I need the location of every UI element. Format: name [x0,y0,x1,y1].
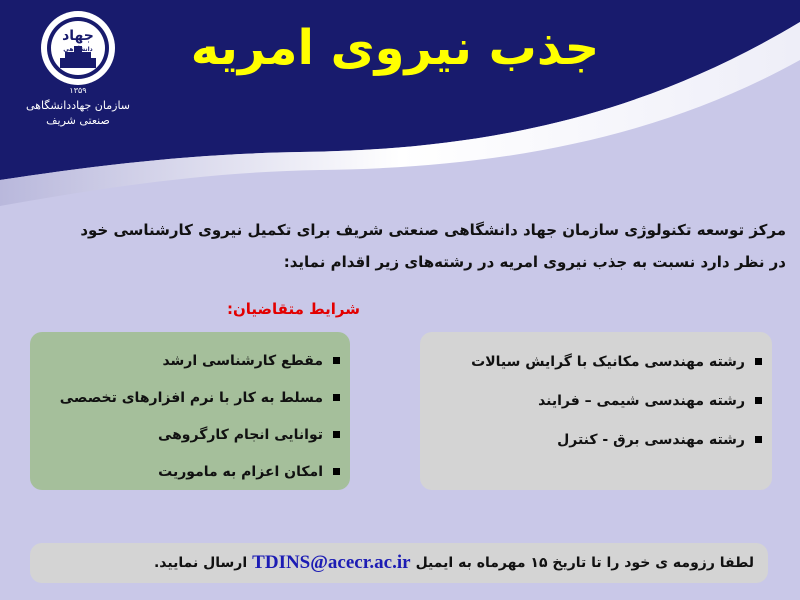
square-bullet-icon [333,468,340,475]
list-item [430,381,762,420]
list-item [40,342,340,379]
footer-text-after: ارسال نمایید. [153,555,248,571]
field-item-label: رشته مهندسی شیمی – فرایند [538,392,745,409]
intro-line-2: در نظر دارد نسبت به جذب نیروی امریه در رشته‌های زیر اقدام نماید: [283,253,786,271]
field-item-label: رشته مهندسی برق - کنترل [557,431,745,448]
logo-year: ۱۳۵۹ [69,86,87,95]
list-item [430,342,762,381]
list-item [40,453,340,490]
square-bullet-icon [333,431,340,438]
requirement-item-label: مسلط به کار با نرم افزارهای تخصصی [59,389,323,406]
field-item-label: رشته مهندسی مکانیک با گرایش سیالات [471,353,745,370]
page-title: جذب نیروی امریه [190,20,600,76]
requirements-panel [30,332,350,490]
requirements-heading: شرایط متقاضیان: [226,300,360,318]
logo-org-line2: صنعتی شریف [46,114,110,127]
square-bullet-icon [333,394,340,401]
requirement-item-label: توانایی انجام کارگروهی [157,426,323,443]
jahad-emblem-icon [38,8,118,88]
requirements-list [40,342,340,490]
contact-email-link[interactable]: TDINS@acecr.ac.ir [252,552,411,573]
square-bullet-icon [333,357,340,364]
footer-text-before: لطفا رزومه ی خود را تا تاریخ ۱۵ مهرماه به ایمیل [415,555,754,571]
requirement-item-label: امکان اعزام به ماموریت [158,463,323,480]
logo-org-name [18,98,138,128]
emblem-subword: دانشگاهی [63,46,93,53]
square-bullet-icon [755,358,762,365]
list-item [430,420,762,459]
list-item [40,416,340,453]
requirement-item-label: مقطع کارشناسی ارشد [162,352,323,369]
square-bullet-icon [755,397,762,404]
organization-logo [18,8,138,128]
square-bullet-icon [755,436,762,443]
logo-org-line1: سازمان جهاددانشگاهی [25,99,131,112]
list-item [40,379,340,416]
application-note [30,543,768,583]
fields-panel [420,332,772,490]
fields-list [430,342,762,459]
intro-line-1: مرکز توسعه تکنولوژی سازمان جهاد دانشگاهی صنعتی شریف برای تکمیل نیروی کارشناسی خود [80,221,786,239]
intro-paragraph [20,214,786,278]
emblem-word: جهاد [62,28,94,44]
